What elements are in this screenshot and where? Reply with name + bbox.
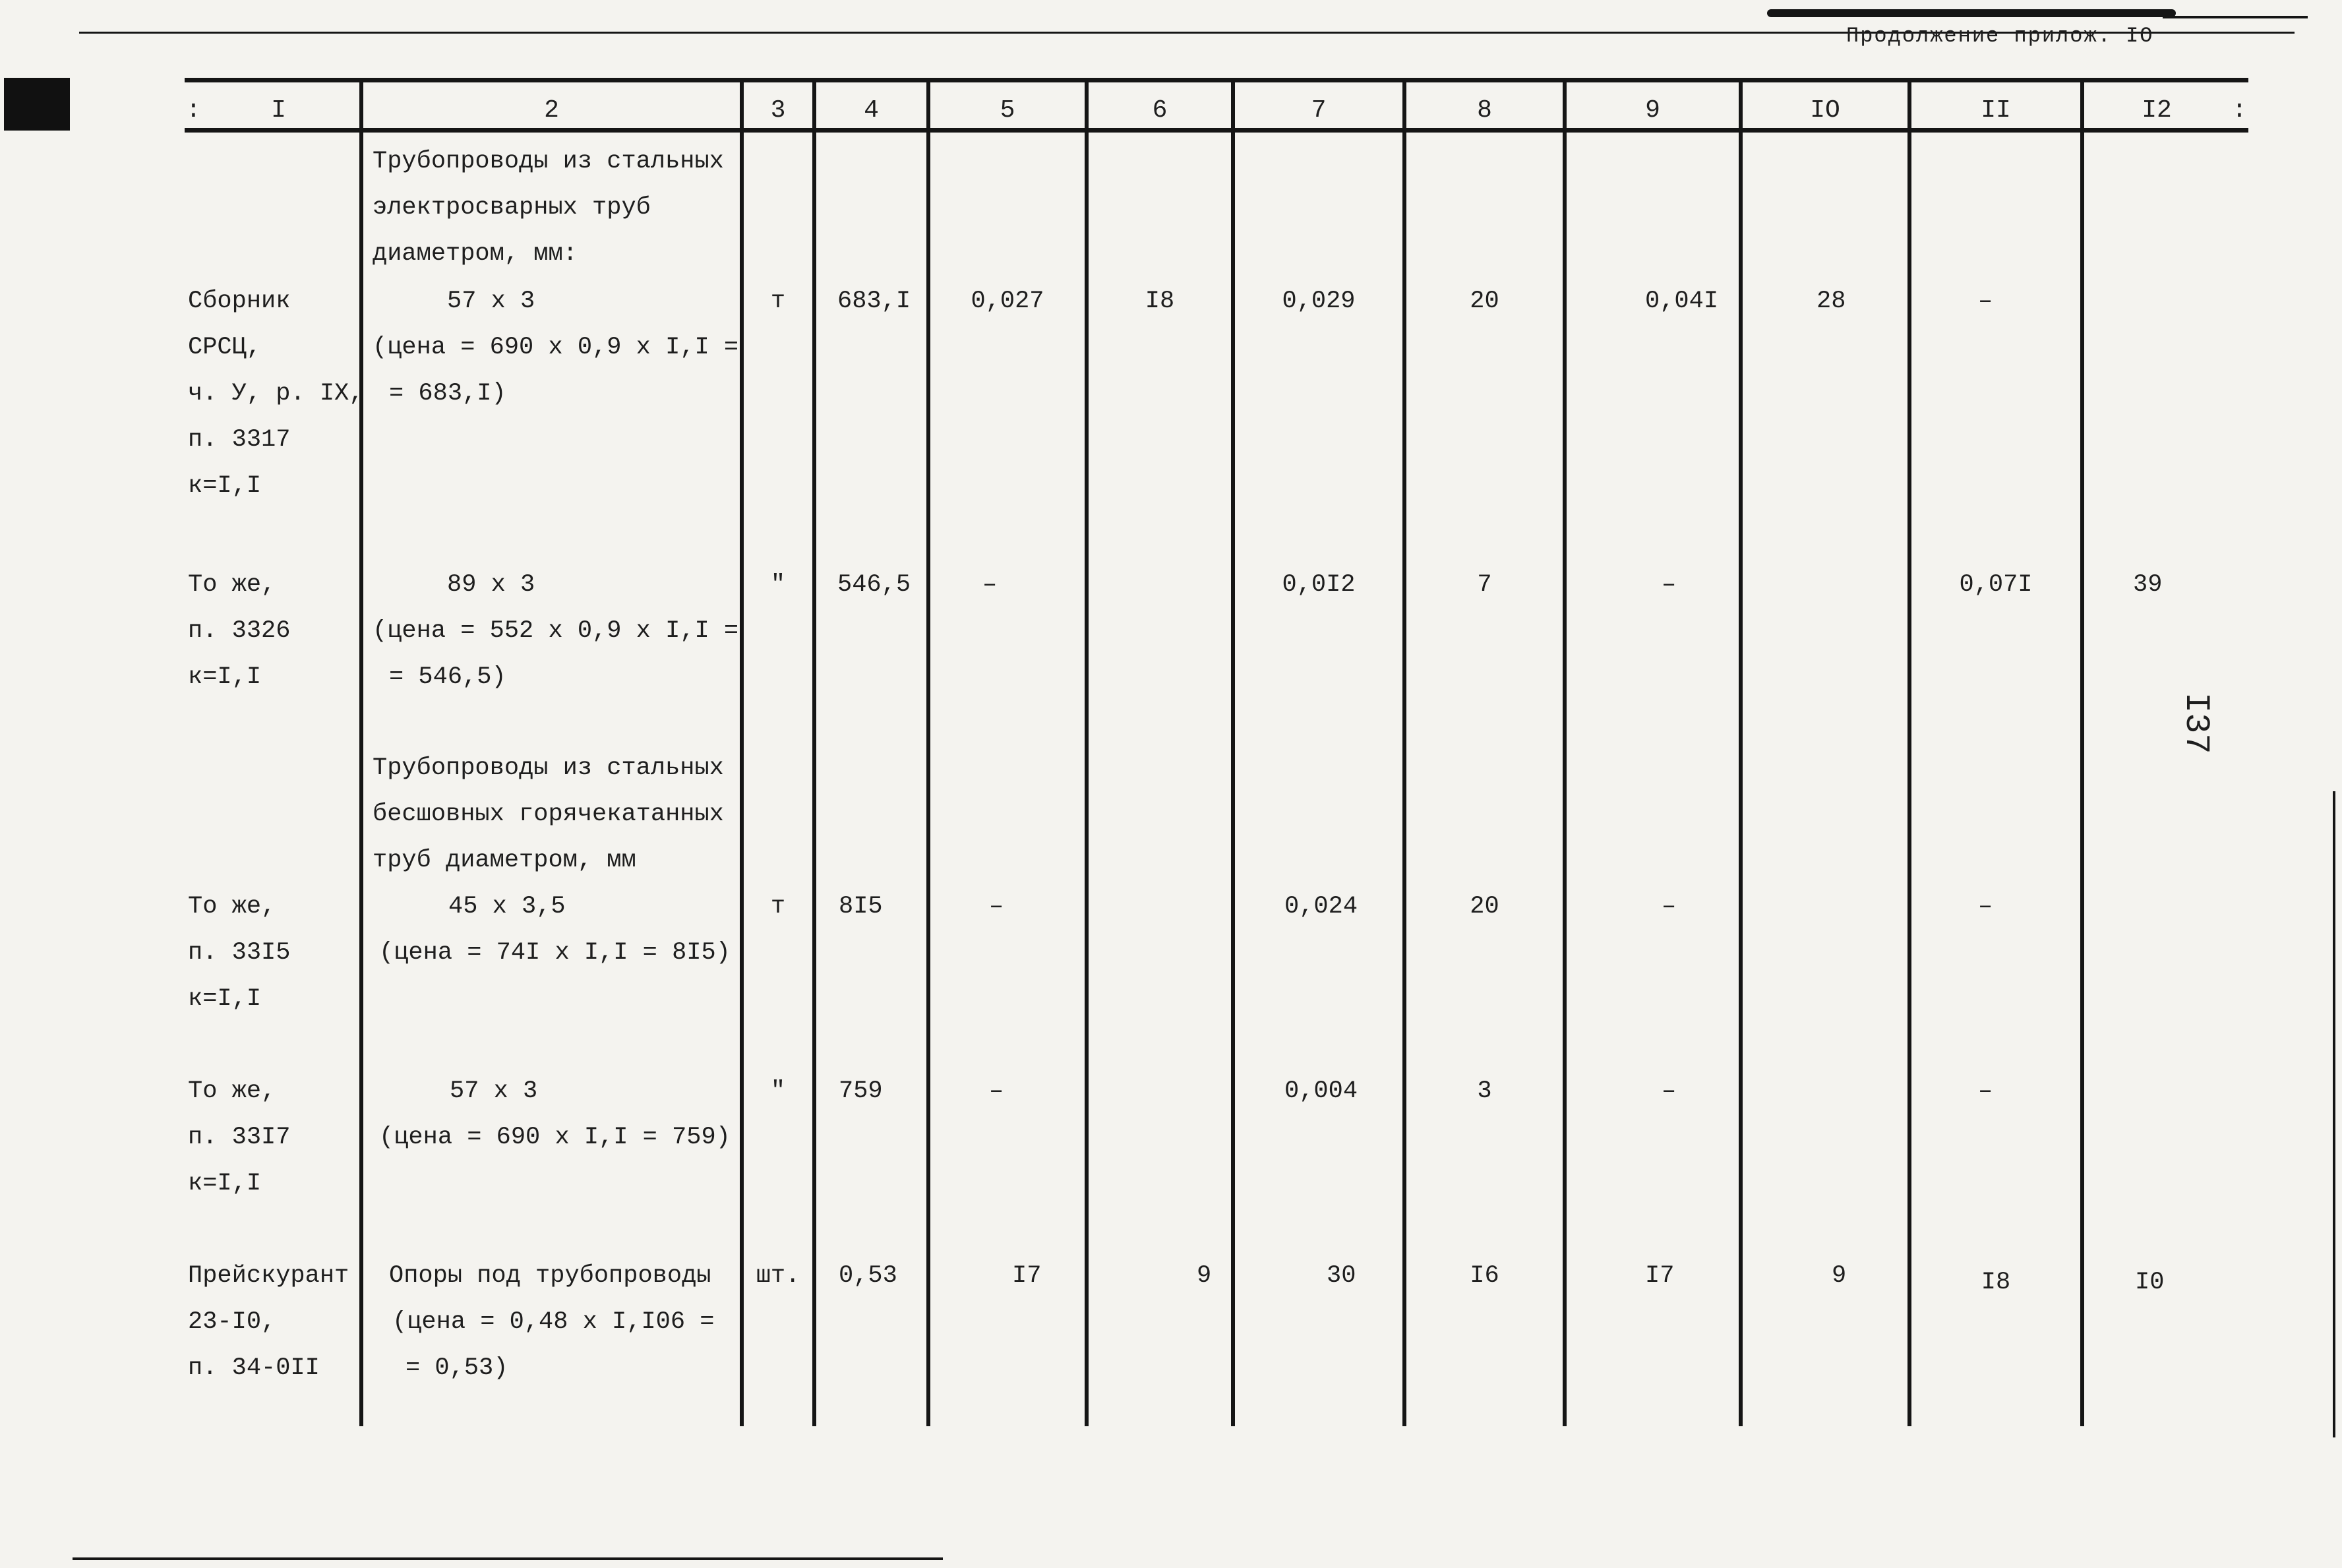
table-row-2-col-12: 39 [2133, 571, 2163, 599]
table-row-4-price: 8I5 [839, 893, 883, 920]
top-rule-right [2163, 16, 2308, 18]
table-row-4-name-line-1: 45 x 3,5 [448, 893, 566, 920]
table-row-6-price: 0,53 [839, 1262, 897, 1290]
table-row-1-name-line-2: (цена = 690 x 0,9 x I,I = [373, 334, 739, 361]
table-row-4-col-7: 0,024 [1284, 893, 1358, 920]
table-row-6-unit: шт. [756, 1262, 800, 1290]
table-row-6-name-line-1: Опоры под трубопроводы [389, 1262, 711, 1290]
header-note: Продолжение прилож. IO [1846, 24, 2154, 48]
table-row-6-col-9: I7 [1645, 1262, 1675, 1290]
col-header-3: 3 [770, 96, 786, 125]
table-row-5-col-11: – [1978, 1077, 1993, 1105]
right-edge-line [2333, 791, 2335, 1437]
table-row-5-name-line-1: 57 x 3 [450, 1077, 538, 1105]
table-row-1-source-line-4: п. 3317 [188, 426, 291, 454]
table-row-6-col-5: I7 [1012, 1262, 1042, 1290]
table-row-2-col-11: 0,07I [1959, 571, 2033, 599]
table-row-1-col-10: 28 [1817, 287, 1846, 315]
table-row-1-unit: т [770, 287, 786, 315]
table-row-4-unit: т [770, 893, 786, 920]
header-right-colon: : [2232, 96, 2247, 125]
top-rule-thick [1767, 9, 2176, 17]
table-row-1-col-8: 20 [1470, 287, 1499, 315]
table-row-6-name-line-2: (цена = 0,48 x I,I06 = [392, 1308, 715, 1336]
table-row-6-source-line-2: 23-I0, [188, 1308, 276, 1336]
table-row-6-col-10: 9 [1832, 1262, 1847, 1290]
col-header-8: 8 [1477, 96, 1492, 125]
table-row-5-source-line-2: п. 33I7 [188, 1124, 291, 1151]
table-row-2-col-5: – [982, 571, 998, 599]
col-line-1 [359, 78, 363, 1426]
table-row-2-name-line-3: = 546,5) [389, 663, 506, 691]
table-row-2-source-line-3: к=I,I [188, 663, 262, 691]
page-number: I37 [2177, 692, 2215, 754]
col-line-8 [1563, 78, 1567, 1426]
table-row-2-unit: " [770, 571, 786, 599]
col-header-5: 5 [1000, 96, 1015, 125]
col-header-6: 6 [1152, 96, 1168, 125]
table-row-1-source-line-5: к=I,I [188, 472, 262, 500]
table-row-0-name-line-2: электросварных труб [373, 194, 651, 222]
table-row-1-col-11: – [1978, 287, 1993, 315]
bottom-rule [73, 1557, 943, 1560]
col-header-7: 7 [1311, 96, 1327, 125]
col-line-9 [1739, 78, 1743, 1426]
table-row-4-source-line-3: к=I,I [188, 985, 262, 1013]
table-row-2-col-9: – [1662, 571, 1677, 599]
table-row-6-col-11: I8 [1981, 1269, 2011, 1296]
table-row-5-price: 759 [839, 1077, 883, 1105]
table-row-2-price: 546,5 [837, 571, 911, 599]
table-row-5-col-8: 3 [1477, 1077, 1492, 1105]
table-row-1-source-line-1: Сборник [188, 287, 291, 315]
table-row-6-col-8: I6 [1470, 1262, 1499, 1290]
col-line-3 [812, 78, 816, 1426]
table-row-1-col-5: 0,027 [971, 287, 1044, 315]
table-row-1-col-7: 0,029 [1282, 287, 1356, 315]
table-row-5-unit: " [770, 1077, 786, 1105]
table-row-5-col-5: – [989, 1077, 1004, 1105]
table-row-1-col-9: 0,04I [1645, 287, 1719, 315]
table-row-5-name-line-2: (цена = 690 x I,I = 759) [379, 1124, 731, 1151]
col-header-9: 9 [1645, 96, 1660, 125]
table-row-4-source-line-2: п. 33I5 [188, 939, 291, 967]
table-row-1-col-6: I8 [1145, 287, 1175, 315]
table-row-2-source-line-1: То же, [188, 571, 276, 599]
col-header-12: I2 [2142, 96, 2172, 125]
table-row-0-name-line-3: диаметром, мм: [373, 240, 578, 268]
table-row-2-col-7: 0,0I2 [1282, 571, 1356, 599]
table-row-3-name-line-3: труб диаметром, мм [373, 847, 636, 874]
table-row-3-name-line-2: бесшовных горячекатанных [373, 800, 724, 828]
col-header-10: IO [1810, 96, 1840, 125]
table-row-6-col-12: I0 [2135, 1269, 2165, 1296]
table-row-6-col-6: 9 [1197, 1262, 1212, 1290]
table-row-1-name-line-1: 57 x 3 [447, 287, 535, 315]
table-row-2-col-8: 7 [1477, 571, 1492, 599]
table-row-6-source-line-3: п. 34-0II [188, 1354, 320, 1382]
table-row-6-source-line-1: Прейскурант [188, 1262, 349, 1290]
table-row-4-col-11: – [1978, 893, 1993, 920]
table-row-1-price: 683,I [837, 287, 911, 315]
table-row-2-name-line-2: (цена = 552 x 0,9 x I,I = [373, 617, 739, 645]
col-header-1: I [271, 96, 286, 125]
table-row-1-name-line-3: = 683,I) [389, 380, 506, 407]
table-row-6-name-line-3: = 0,53) [405, 1354, 508, 1382]
col-line-11 [2080, 78, 2084, 1426]
table-row-2-source-line-2: п. 3326 [188, 617, 291, 645]
table-row-4-col-8: 20 [1470, 893, 1499, 920]
table-top-rule [185, 78, 2248, 82]
table-row-2-name-line-1: 89 x 3 [447, 571, 535, 599]
table-row-5-source-line-3: к=I,I [188, 1170, 262, 1197]
table-row-4-name-line-2: (цена = 74I x I,I = 8I5) [379, 939, 731, 967]
table-row-3-name-line-1: Трубопроводы из стальных [373, 754, 724, 782]
table-row-1-source-line-2: СРСЦ, [188, 334, 262, 361]
scan-mark [4, 78, 70, 131]
col-header-4: 4 [864, 96, 879, 125]
table-row-5-col-9: – [1662, 1077, 1677, 1105]
table-row-4-col-9: – [1662, 893, 1677, 920]
table-row-1-source-line-3: ч. У, р. IX, [188, 380, 364, 407]
col-line-10 [1907, 78, 1911, 1426]
table-row-4-source-line-1: То же, [188, 893, 276, 920]
table-row-0-name-line-1: Трубопроводы из стальных [373, 148, 724, 175]
col-header-2: 2 [544, 96, 559, 125]
table-row-4-col-5: – [989, 893, 1004, 920]
table-row-5-col-7: 0,004 [1284, 1077, 1358, 1105]
header-left-colon: : [186, 96, 201, 125]
table-row-5-source-line-1: То же, [188, 1077, 276, 1105]
col-header-11: II [1981, 96, 2011, 125]
table-row-6-col-7: 30 [1327, 1262, 1356, 1290]
